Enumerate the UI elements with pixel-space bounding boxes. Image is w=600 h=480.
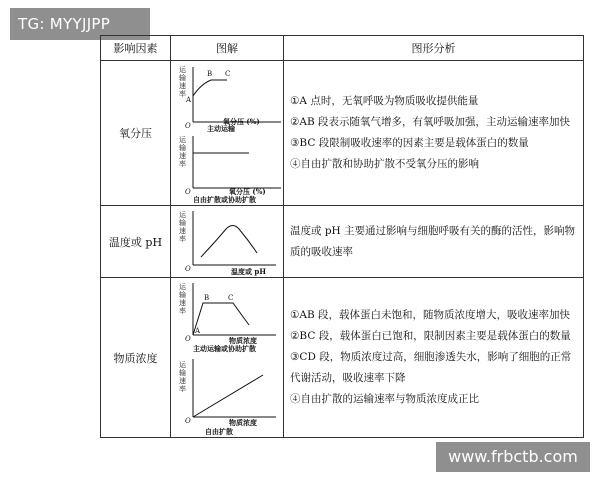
y-axis-label: 率 <box>179 384 186 393</box>
point-label: A <box>195 326 201 335</box>
y-axis-label: 速 <box>179 226 186 235</box>
y-axis-label: 运 <box>179 282 186 291</box>
watermark-top: TG: MYYJJPP <box>10 8 150 40</box>
analysis-cell <box>284 61 584 206</box>
factor-cell: 物质浓度 <box>101 278 171 438</box>
graph-cell <box>171 61 284 206</box>
analysis-item: ④自由扩散的运输速率与物质浓度成正比 <box>290 393 479 405</box>
table-row <box>101 278 584 438</box>
graph-cell <box>171 278 284 438</box>
graph-temperature-ph <box>171 207 283 277</box>
point-label: B <box>204 293 210 302</box>
x-axis-label: 物质浓度 <box>229 417 257 427</box>
factor-cell: 氧分压 <box>101 61 171 206</box>
table-header-row <box>101 36 584 61</box>
graph-caption: 主动运输或协助扩散 <box>193 343 256 353</box>
origin-label: O <box>185 416 191 425</box>
y-axis-label: 率 <box>179 90 186 98</box>
y-axis-label: 输 <box>179 368 186 377</box>
header-graph: 图解 <box>171 36 284 61</box>
graph-cell <box>171 206 284 278</box>
origin-label: O <box>185 264 191 273</box>
x-axis-label: 温度或 pH <box>231 266 266 276</box>
x-axis-label: 氧分压 (%) <box>223 117 260 126</box>
analysis-item: ③BC 段限制吸收速率的因素主要是载体蛋白的数量 <box>290 137 529 149</box>
graph-oxygen-passive <box>171 132 283 204</box>
analysis-item: ①AB 段，载体蛋白未饱和，随物质浓度增大，吸收速率加快 <box>290 309 571 321</box>
watermark-bottom: www.frbctb.com <box>436 442 590 472</box>
y-axis-label: 速 <box>179 376 186 385</box>
y-axis-label: 运 <box>179 360 186 369</box>
analysis-item: ②AB 段表示随氧气增多，有氧呼吸加强，主动运输速率加快 <box>290 116 571 128</box>
analysis-item: ④自由扩散和协助扩散不受氧分压的影响 <box>290 158 479 170</box>
analysis-item: 温度或 pH 主要通过影响与细胞呼吸有关的酶的活性，影响物质的吸收速率 <box>290 224 576 258</box>
y-axis-label: 输 <box>179 144 186 152</box>
header-analysis: 图形分析 <box>284 36 584 61</box>
x-axis-label: 物质浓度 <box>229 335 257 345</box>
origin-label: O <box>185 334 191 343</box>
y-axis-label: 运 <box>179 66 186 74</box>
analysis-item: ③CD 段，物质浓度过高，细胞渗透失水，影响了细胞的正常代谢活动，吸收速率下降 <box>290 351 572 384</box>
y-axis-label: 输 <box>179 218 186 227</box>
point-label: A <box>186 96 192 104</box>
y-axis-label: 输 <box>179 290 186 299</box>
analysis-item: ①A 点时，无氧呼吸为物质吸收提供能量 <box>290 95 479 107</box>
point-label: B <box>207 70 213 78</box>
table-row <box>101 206 584 278</box>
table-row <box>101 61 584 206</box>
graph-caption: 自由扩散或协助扩散 <box>193 195 256 204</box>
y-axis-label: 输 <box>179 74 186 82</box>
graph-caption: 主动运输 <box>207 124 235 132</box>
y-axis-label: 率 <box>179 234 186 243</box>
origin-label: O <box>185 188 191 196</box>
analysis-item: ②BC 段，载体蛋白已饱和，限制因素主要是载体蛋白的数量 <box>290 330 571 342</box>
y-axis-label: 率 <box>179 160 186 168</box>
y-axis-label: 率 <box>179 306 186 315</box>
x-axis-label: 氧分压 (%) <box>229 187 266 196</box>
y-axis-label: 运 <box>179 136 186 144</box>
graph-caption: 自由扩散 <box>205 426 233 436</box>
y-axis-label: 速 <box>179 152 186 160</box>
curve <box>193 303 249 335</box>
y-axis-label: 运 <box>179 210 186 219</box>
analysis-cell <box>284 206 584 278</box>
curve <box>201 225 257 257</box>
graph-concentration-active <box>171 279 283 353</box>
y-axis-label: 速 <box>179 82 186 90</box>
analysis-cell <box>284 278 584 438</box>
graph-oxygen-active <box>171 62 283 132</box>
header-factor: 影响因素 <box>101 36 171 61</box>
factor-cell: 温度或 pH <box>101 206 171 278</box>
origin-label: O <box>185 122 191 130</box>
y-axis-label: 速 <box>179 298 186 307</box>
curve <box>193 375 263 417</box>
point-label: C <box>228 293 234 302</box>
point-label: C <box>225 70 231 78</box>
factor-table <box>100 35 584 438</box>
curve <box>193 80 227 96</box>
graph-concentration-passive <box>171 353 283 437</box>
